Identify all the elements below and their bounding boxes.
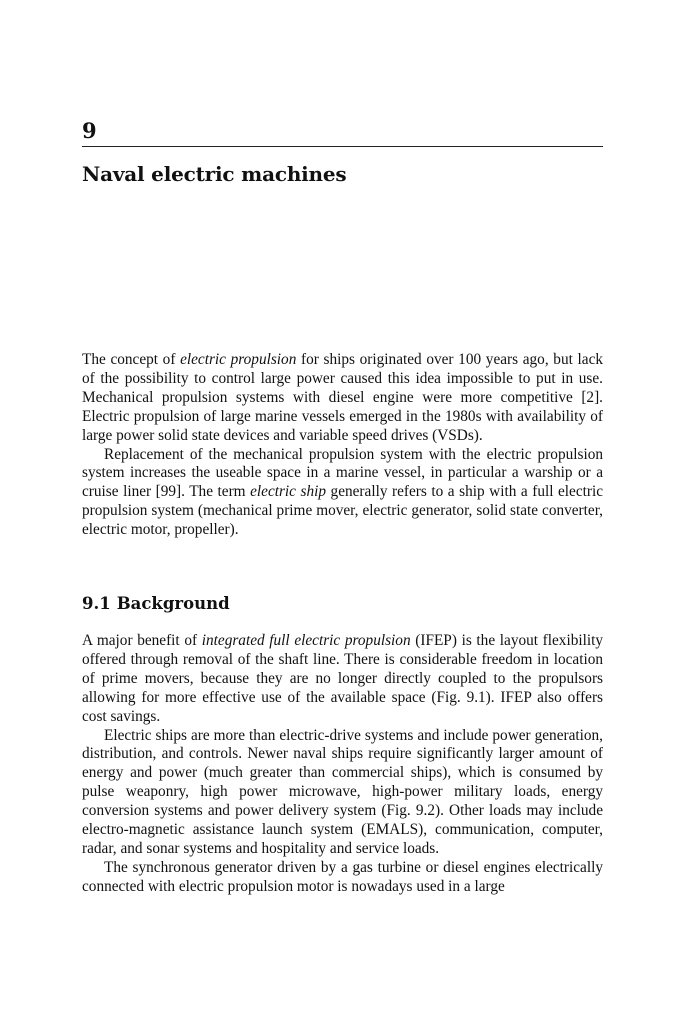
section-title: Background [116,594,230,613]
section-paragraph-3: The synchronous generator driven by a gas turbine or diesel engines electrically connected with electric propulsion motor is nowadays used in a large [82,858,603,895]
intro-paragraph-1 [82,351,603,446]
section-paragraph-1 [82,632,603,727]
chapter-rule [82,146,603,147]
section-text [82,632,603,897]
section-number: 9.1 [82,594,111,613]
intro-text [82,351,603,540]
text-run: for ships originated over 100 years ago, but lack of the possibility to control large power caused this idea impossible to put in use. Mechanical propulsion systems with diesel engine were more competitive [2]. Electric propulsion of large marine vessels emerged in the 1980s with availability of large power solid state devices and variable speed drives (VSDs). [82,351,604,444]
text-run: Replacement of the mechanical propulsion system with the electric propulsion system increases the useable space in a marine vessel, in particular a warship or a cruise liner [99]. The term [82,445,603,501]
emphasis-term: electric ship [250,483,327,501]
emphasis-term: integrated full electric propulsion [201,632,411,649]
chapter-number: 9 [82,118,97,143]
text-run: generally refers to a ship with a full electric propulsion system (mechanical prime mover, electric generator, solid state converter, electric motor, propeller). [82,483,604,539]
intro-paragraph-2 [82,446,603,541]
text-run: (IFEP) is the layout flexibility offered through removal of the shaft line. There is considerable freedom in location of prime movers, because they are no longer directly coupled to the propulsors allowing for more effective use of the available space (Fig. 9.1). IFEP also offers cost savings. [82,632,604,725]
section-paragraph-2: Electric ships are more than electric-drive systems and include power generation, distribution, and controls. Newer naval ships require significantly larger amount of energy and power (much greater than commercial ships), which is consumed by pulse weaponry, high power microwave, high-power military loads, energy conversion systems and power delivery system (Fig. 9.2). Other loads may include electro-magnetic assistance launch system (EMALS), communication, computer, radar, and sonar systems and hospitality and service loads. [82,726,603,857]
emphasis-term: electric propulsion [180,351,297,368]
text-run: The concept of [82,351,181,368]
chapter-title: Naval electric machines [82,162,347,186]
section-heading [82,594,230,613]
text-run: A major benefit of [82,632,202,649]
